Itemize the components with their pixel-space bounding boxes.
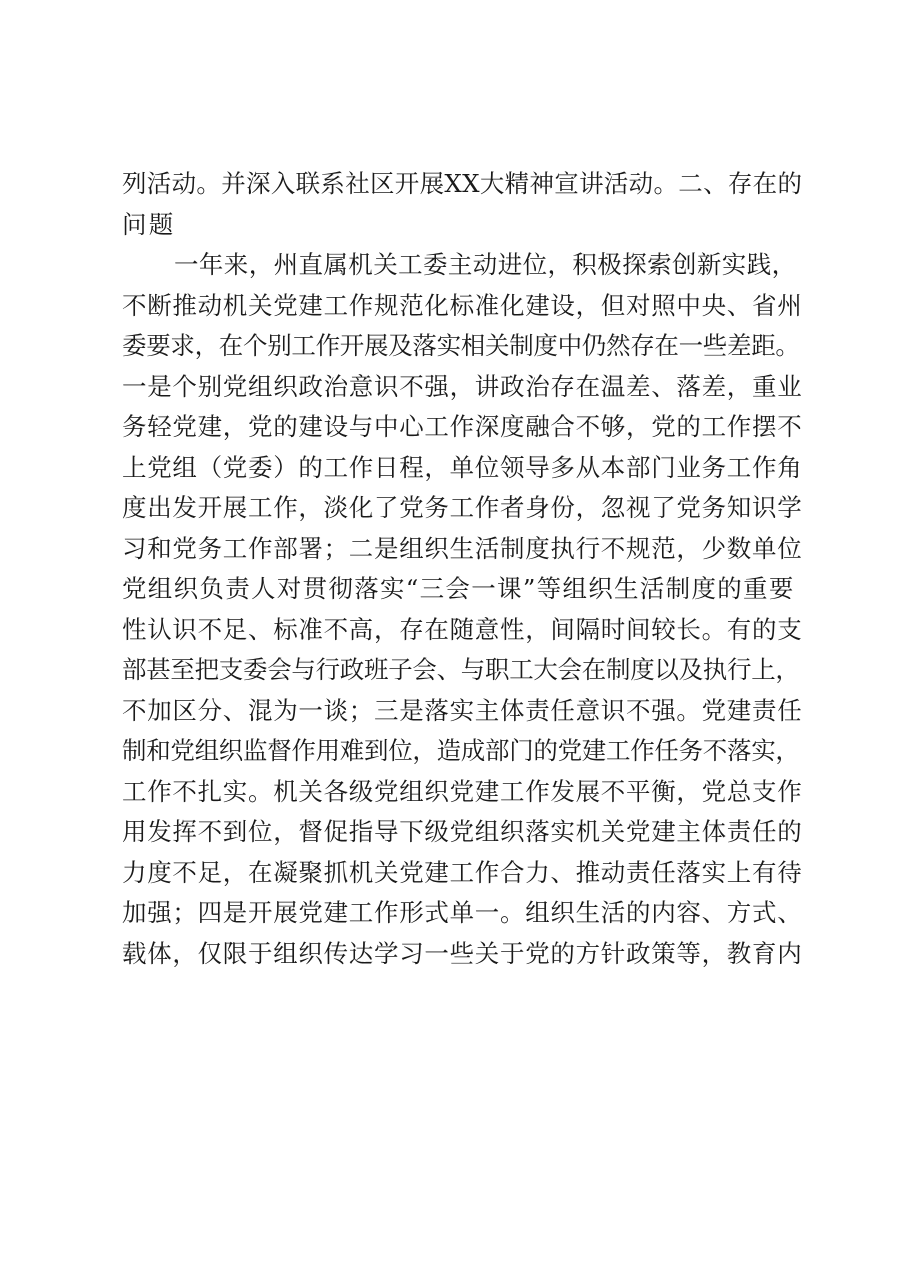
text-line: 力度不足，在凝聚抓机关党建工作合力、推动责任落实上有待 (122, 857, 803, 887)
text-line: 问题 (122, 209, 176, 239)
text-line: 不断推动机关党建工作规范化标准化建设，但对照中央、省州 (122, 290, 803, 320)
text-line: 上党组（党委）的工作日程，单位领导多从本部门业务工作角 (122, 452, 803, 482)
text-line: 性认识不足、标准不高，存在随意性，间隔时间较长。有的支 (122, 614, 803, 644)
text-line: 制和党组织监督作用难到位，造成部门的党建工作任务不落实， (122, 736, 800, 765)
text-line: 用发挥不到位，督促指导下级党组织落实机关党建主体责任的 (122, 817, 803, 846)
paragraph-first-line: 一年来，州直属机关工委主动进位，积极探索创新实践， (174, 250, 797, 279)
text-line: 党组织负责人对贯彻落实“三会一课”等组织生活制度的重要 (122, 574, 795, 603)
text-line: 列活动。并深入联系社区开展XX大精神宣讲活动。二、存在的 (122, 169, 803, 198)
text-line: 工作不扎实。机关各级党组织党建工作发展不平衡，党总支作 (122, 776, 803, 806)
text-line: 务轻党建，党的建设与中心工作深度融合不够，党的工作摆不 (122, 412, 803, 441)
text-line: 一是个别党组织政治意识不强，讲政治存在温差、落差，重业 (122, 371, 803, 401)
text-line: 载体，仅限于组织传达学习一些关于党的方针政策等，教育内 (122, 938, 803, 968)
text-line: 不加区分、混为一谈；三是落实主体责任意识不强。党建责任 (122, 695, 803, 725)
text-line: 度出发开展工作，淡化了党务工作者身份，忽视了党务知识学 (122, 493, 803, 522)
text-line: 部甚至把支委会与行政班子会、与职工大会在制度以及执行上， (122, 655, 800, 684)
text-line: 加强；四是开展党建工作形式单一。组织生活的内容、方式、 (122, 898, 803, 927)
text-line: 委要求，在个别工作开展及落实相关制度中仍然存在一些差距。 (122, 331, 800, 360)
body-text (122, 164, 802, 974)
text-line: 习和党务工作部署；二是组织生活制度执行不规范，少数单位 (122, 533, 803, 563)
